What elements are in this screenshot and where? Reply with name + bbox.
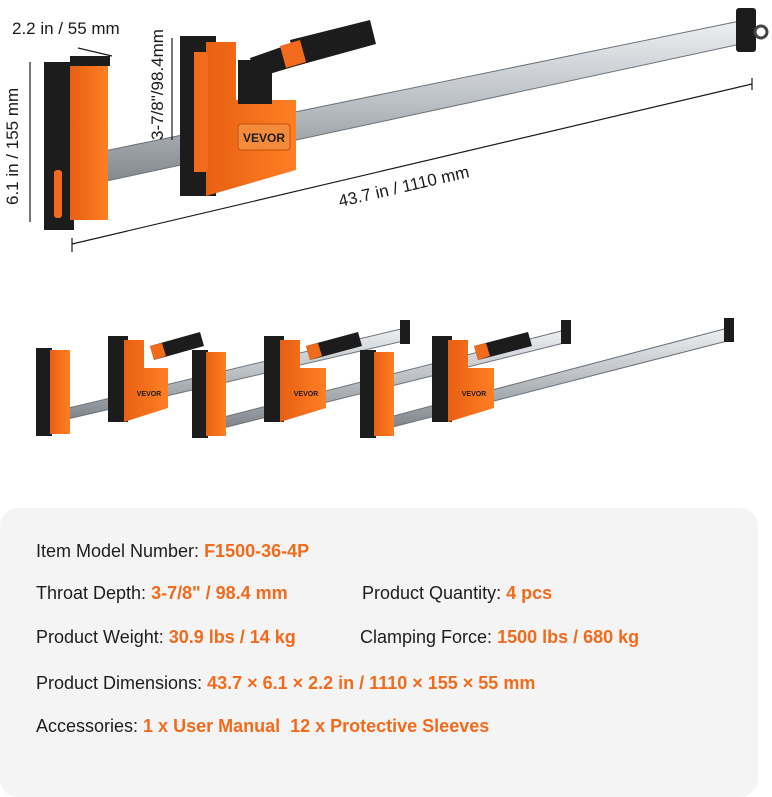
brand-label: VEVOR bbox=[293, 391, 319, 398]
spec-value: 4 pcs bbox=[506, 583, 553, 603]
spec-value: 43.7 × 6.1 × 2.2 in / 1110 × 155 × 55 mm bbox=[207, 673, 536, 693]
dim-width-label: 2.2 in / 55 mm bbox=[12, 19, 120, 38]
spec-accessories bbox=[36, 716, 489, 737]
spec-value: 30.9 lbs / 14 kg bbox=[168, 627, 296, 647]
dim-length-label: 43.7 in / 1110 mm bbox=[336, 162, 472, 211]
spec-model bbox=[36, 541, 309, 562]
brand-label: VEVOR bbox=[242, 131, 286, 145]
end-stop bbox=[736, 8, 767, 52]
dim-height-label: 6.1 in / 155 mm bbox=[3, 87, 22, 205]
spec-force bbox=[360, 627, 639, 648]
spec-label: Throat Depth: bbox=[36, 583, 152, 603]
spec-label: Product Dimensions: bbox=[36, 673, 208, 693]
spec-value: 1500 lbs / 680 kg bbox=[497, 627, 640, 647]
spec-label: Product Weight: bbox=[36, 627, 169, 647]
spec-weight bbox=[36, 627, 296, 648]
spec-quantity bbox=[362, 583, 552, 604]
spec-value: 3-7/8" / 98.4 mm bbox=[151, 583, 288, 603]
spec-throat bbox=[36, 583, 288, 604]
dim-throat-label: 3-7/8"/98.4mm bbox=[148, 29, 167, 140]
brand-label: VEVOR bbox=[136, 391, 162, 398]
spec-label: Clamping Force: bbox=[360, 627, 498, 647]
spec-value: F1500-36-4P bbox=[204, 541, 310, 561]
spec-value: 1 x User Manual 12 x Protective Sleeves bbox=[143, 716, 490, 736]
spec-label: Product Quantity: bbox=[362, 583, 507, 603]
spec-dimensions bbox=[36, 673, 535, 694]
fixed-jaw bbox=[44, 56, 110, 230]
brand-label: VEVOR bbox=[461, 391, 487, 398]
spec-label: Item Model Number: bbox=[36, 541, 205, 561]
spec-label: Accessories: bbox=[36, 716, 144, 736]
clamp-set bbox=[36, 318, 734, 438]
